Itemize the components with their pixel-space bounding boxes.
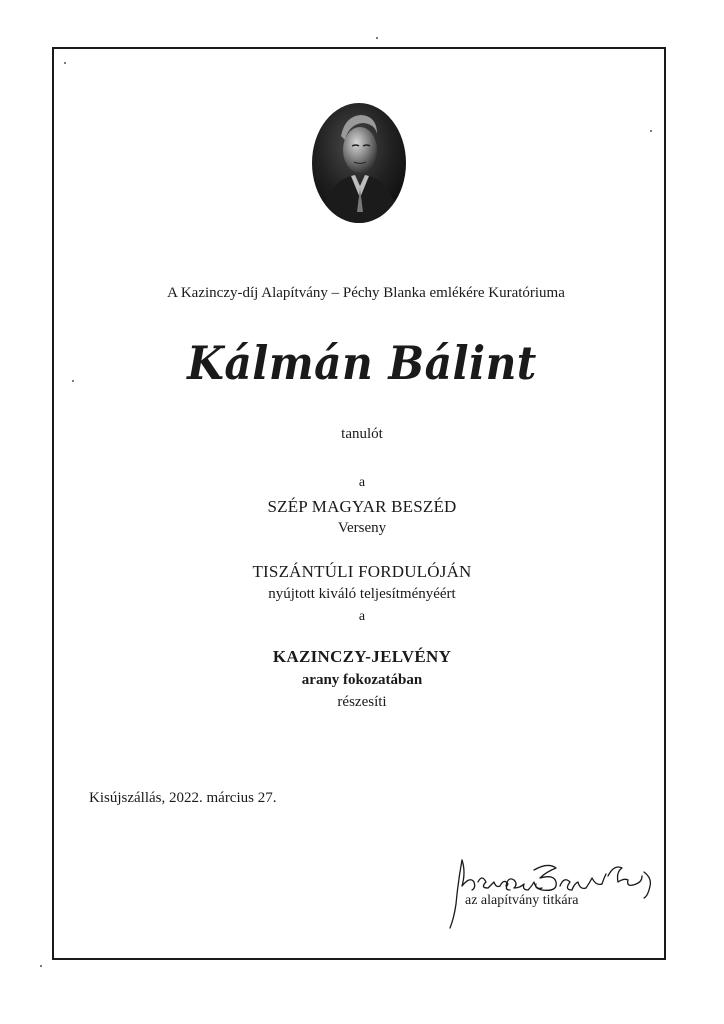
award-verb: részesíti xyxy=(337,694,387,710)
contest-round: TISZÁNTÚLI FORDULÓJÁN xyxy=(252,562,472,581)
portrait-medallion-icon xyxy=(311,102,407,224)
performance-text: nyújtott kiváló teljesítményéért xyxy=(268,586,456,602)
recipient-role: tanulót xyxy=(341,426,383,442)
recipient-name: Kálmán Bálint xyxy=(187,336,537,390)
scan-speck xyxy=(650,130,652,132)
signatory-title: az alapítvány titkára xyxy=(465,893,579,908)
scan-speck xyxy=(40,965,42,967)
connector-text: a xyxy=(358,475,366,490)
place-and-date: Kisújszállás, 2022. március 27. xyxy=(89,790,277,806)
scan-speck xyxy=(72,380,74,382)
scan-speck xyxy=(64,62,66,64)
foundation-name: A Kazinczy-díj Alapítvány – Péchy Blanka emlékére Kuratóriuma xyxy=(167,285,565,301)
connector-text: a xyxy=(358,609,366,624)
handwritten-signature-icon xyxy=(448,852,662,932)
award-name: KAZINCZY-JELVÉNY xyxy=(272,647,452,666)
contest-type: Verseny xyxy=(337,520,387,536)
award-level: arany fokozatában xyxy=(301,672,423,688)
contest-name: SZÉP MAGYAR BESZÉD xyxy=(267,497,457,516)
scan-speck xyxy=(376,37,378,39)
